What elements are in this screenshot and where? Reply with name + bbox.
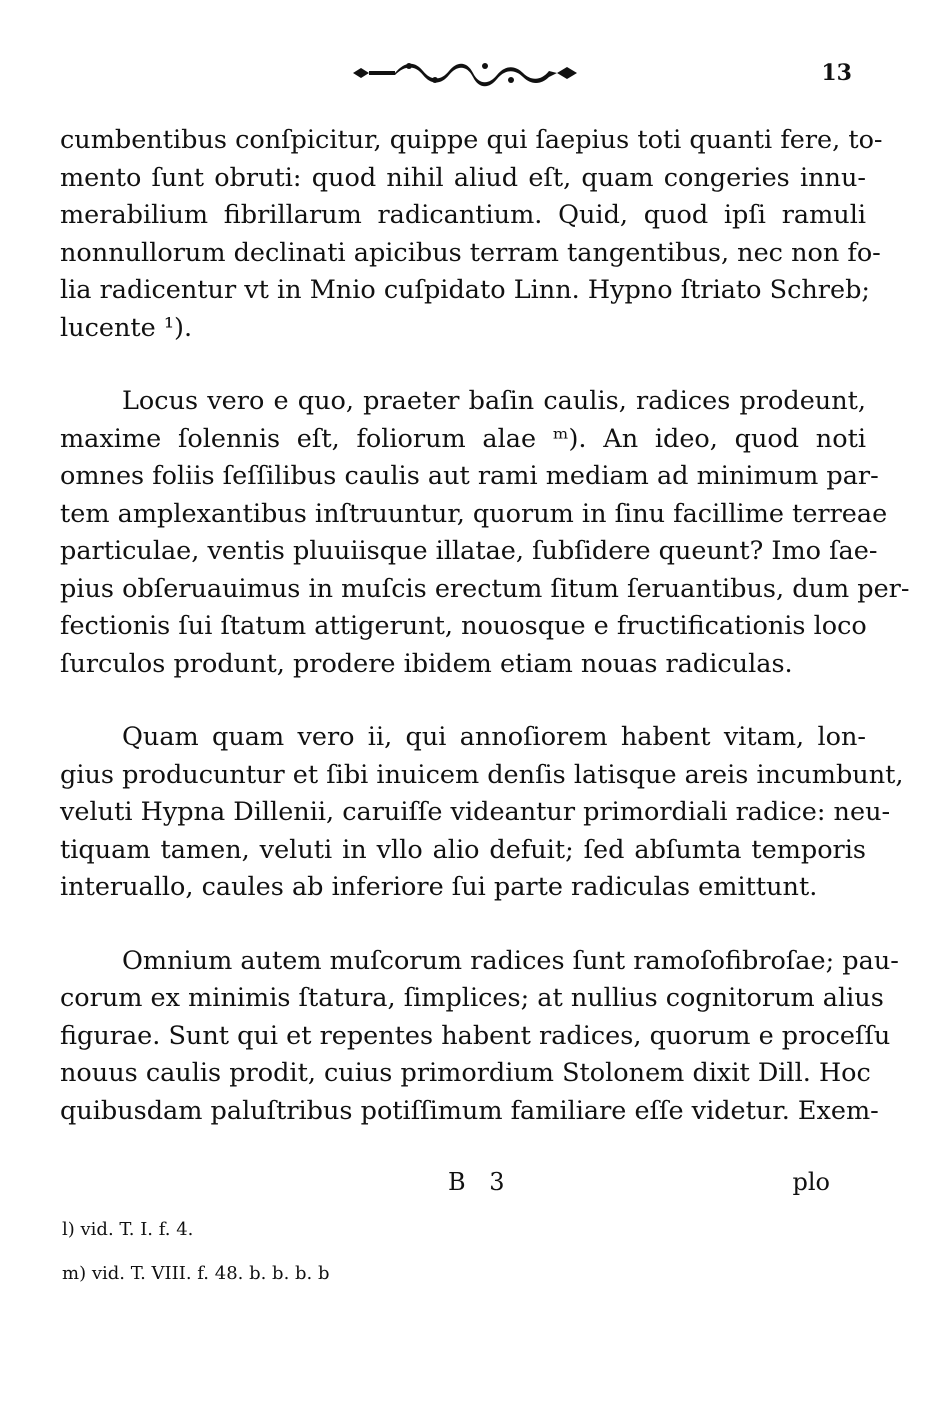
text-line: ſurculos produnt, prodere ibidem etiam nouas radiculas.: [60, 648, 793, 679]
text-line: mento ſunt obruti: quod nihil aliud eſt, quam congeries innu-: [60, 162, 866, 193]
text-line: Omnium autem muſcorum radices ſunt ramoſofibroſae; pau-: [122, 945, 899, 976]
text-line: lucente ¹).: [60, 312, 193, 343]
text-line: tiquam tamen, veluti in vllo alio defuit; ſed abſumta temporis: [60, 834, 866, 865]
text-line: gius producuntur et ſibi inuicem denſis latisque areis incumbunt,: [60, 759, 904, 790]
footnote: l) vid. T. I. f. 4.: [62, 1219, 194, 1240]
paragraph-2: [60, 383, 910, 683]
text-line: pius obſeruauimus in muſcis erectum ſitum ſeruantibus, dum per-: [60, 573, 910, 604]
text-line: veluti Hypna Dillenii, caruiſſe videantur primordiali radice: neu-: [60, 797, 891, 827]
text-line: nouus caulis prodit, cuius primordium Stolonem dixit Dill. Hoc: [60, 1058, 871, 1088]
text-line: interuallo, caules ab inferiore ſui parte radiculas emittunt.: [60, 872, 818, 902]
footnotes: [62, 1208, 330, 1296]
text-line: nonnullorum declinati apicibus terram tangentibus, nec non fo-: [60, 237, 881, 268]
paragraph-gap: [60, 907, 866, 943]
text-line: Quam quam vero ii, qui annoſiorem habent vitam, lon-: [122, 722, 866, 752]
text-line: merabilium fibrillarum radicantium. Quid, quod ipſi ramuli: [60, 200, 866, 230]
paragraph-1: [60, 122, 883, 347]
paragraph-4: [60, 943, 899, 1131]
printer-ornament-icon: [345, 58, 585, 88]
text-line: maxime ſolennis eſt, foliorum alae ᵐ). An ideo, quod noti: [60, 423, 866, 454]
text-line: Locus vero e quo, praeter baſin caulis, radices prodeunt,: [122, 386, 866, 416]
main-text: [60, 122, 910, 1130]
text-line: tem amplexantibus inſtruuntur, quorum in ſinu facillime terreae: [60, 498, 888, 529]
text-line: fectionis ſui ſtatum attigerunt, nouosque e fructificationis loco: [60, 611, 867, 641]
text-line: particulae, ventis pluuiisque illatae, ſubſidere queunt? Imo ſae-: [60, 536, 878, 566]
page-number: 13: [821, 60, 852, 86]
page-footer: [0, 1168, 930, 1204]
text-line: quibusdam paluſtribus potiſſimum familiare eſſe videtur. Exem-: [60, 1095, 879, 1126]
text-line: cumbentibus conſpicitur, quippe qui ſaepius toti quanti fere, to-: [60, 125, 883, 155]
paragraph-3: [60, 719, 904, 907]
text-line: corum ex minimis ſtatura, ſimplices; at nullius cognitorum alius: [60, 983, 884, 1013]
text-line: figurae. Sunt qui et repentes habent radices, quorum e proceſſu: [60, 1020, 891, 1051]
paragraph-gap: [60, 347, 866, 383]
page-header: [0, 52, 930, 92]
catchword: plo: [792, 1168, 830, 1196]
text-line: lia radicentur vt in Mnio cuſpidato Linn. Hypno ſtriato Schreb;: [60, 275, 870, 305]
paragraph-gap: [60, 683, 866, 719]
signature-mark: B 3: [448, 1168, 513, 1196]
footnote: m) vid. T. VIII. f. 48. b. b. b. b: [62, 1263, 330, 1284]
text-line: omnes foliis ſeſſilibus caulis aut rami mediam ad minimum par-: [60, 461, 879, 491]
